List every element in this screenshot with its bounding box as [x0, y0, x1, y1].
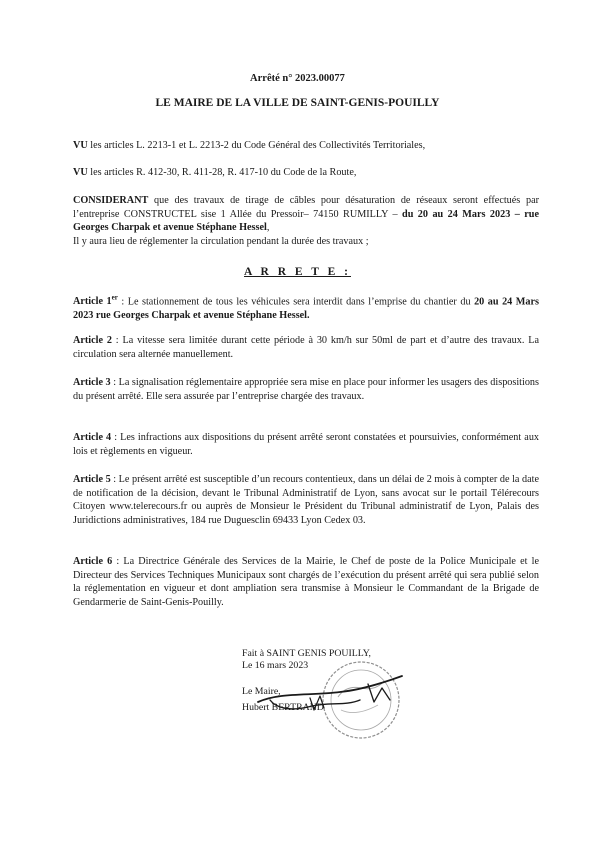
visa-1 — [73, 139, 539, 153]
article-5-text-1: : Le présent arrêté est susceptible d’un recours contentieux, dans un délai de 2 mois à compter de la date de notification de la décision, devant le Tribunal Administratif de Lyon, sans avocat sur le portail Télérecours Citoyen www.telerecours.fr — [73, 474, 540, 513]
considerant-text-3: Il y aura lieu de réglementer la circulation pendant la durée des travaux ; — [73, 235, 369, 247]
article-3-label: Article 3 — [73, 377, 111, 388]
signature-place: Fait à SAINT GENIS POUILLY, — [242, 648, 372, 659]
article-4-label: Article 4 — [73, 432, 112, 443]
article-6-text: : La Directrice Générale des Services de la Mairie, le Chef de poste de la Police Municipale et le Directeur des Services Techniques Municipaux sont chargés de l’exécution du présent arrêté qui sera publié selon la réglementation en vigueur et dont ampliation sera transmise à Monsieur le Commandant de la Brigade de Gendarmerie de Saint-Genis-Pouilly. — [73, 556, 539, 608]
visa-2 — [73, 166, 539, 180]
article-3-text: : La signalisation réglementaire appropriée sera mise en place pour informer les usagers des dispositions du présent arrêté. Elle sera assurée par l’entreprise chargée des travaux. — [73, 377, 539, 402]
article-1 — [73, 292, 539, 323]
article-1-sep: : — [117, 296, 128, 308]
visa-1-lead: VU — [73, 140, 88, 151]
article-2-label: Article 2 — [73, 335, 112, 346]
considerant-text-2: , — [266, 222, 270, 234]
arrete-heading: A R R E T E : — [244, 266, 351, 278]
article-6-label: Article 6 — [73, 556, 113, 567]
visa-1-text: les articles L. 2213-1 et L. 2213-2 du Code Général des Collectivités Territoriales, — [87, 140, 426, 151]
article-5 — [73, 473, 539, 527]
article-1-sup: er — [111, 294, 118, 302]
visa-2-text: les articles R. 412-30, R. 411-28, R. 417-10 du Code de la Route, — [87, 167, 357, 178]
article-4-text: : Les infractions aux dispositions du présent arrêté seront constatées et poursuivies, conformément aux lois et règlements en vigueur. — [73, 432, 540, 457]
article-2 — [73, 334, 539, 361]
considerant — [73, 194, 539, 248]
handwritten-signature — [250, 662, 410, 722]
considerant-lead: CONSIDERANT — [73, 195, 149, 206]
article-1-label: Article 1 — [73, 296, 112, 308]
article-2-text: : La vitesse sera limitée durant cette période à 30 km/h sur 50ml de part et d’autre des travaux. La circulation sera alternée manuellement. — [73, 335, 539, 360]
signature-role: Le Maire, — [242, 686, 281, 697]
signature-date: Le 16 mars 2023 — [242, 660, 309, 671]
considerant-bold: du 20 au 24 Mars 2023 – rue Georges Charpak et avenue Stéphane Hessel — [73, 208, 539, 234]
decree-number: Arrêté n° 2023.00077 — [250, 73, 345, 84]
visa-2-lead: VU — [73, 167, 88, 178]
signature-name: Hubert BERTRAND — [242, 702, 324, 713]
article-4 — [73, 431, 539, 458]
article-3 — [73, 376, 539, 403]
article-5-label: Article 5 — [73, 474, 111, 485]
article-5-text-2: ou auprès de Monsieur le Président du Tribunal administratif de Lyon, Palais des Juridictions administratives, 184 rue Duguesclin 69433 Lyon Cedex 03. — [73, 501, 539, 526]
article-6 — [73, 555, 539, 609]
article-1-text: Le stationnement de tous les véhicules sera interdit dans l’emprise du chantier du — [127, 296, 475, 308]
considerant-text-1: que des travaux de tirage de câbles pour désaturation de réseaux seront effectués par l’entreprise CONSTRUCTEL sise 1 Allée du Pressoir– 74150 RUMILLY – — [73, 195, 539, 220]
issuing-authority: LE MAIRE DE LA VILLE DE SAINT-GENIS-POUILLY — [155, 97, 440, 109]
article-1-bold: 20 au 24 Mars 2023 rue Georges Charpak et avenue Stéphane Hessel. — [73, 296, 539, 321]
